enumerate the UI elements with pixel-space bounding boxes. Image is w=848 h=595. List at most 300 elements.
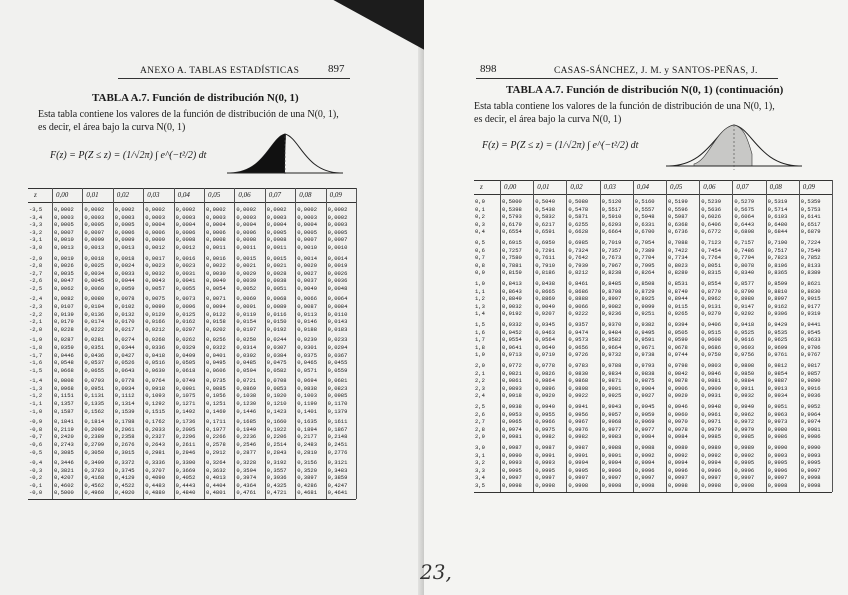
table-cell: 0,9980 [767,425,788,433]
table-cell: 0,9998 [568,482,589,489]
table-cell: 0,0017 [145,254,165,262]
table-cell: 0,9756 [734,351,755,359]
table-cell: 0,9998 [502,482,522,489]
z-value: 2,8 [475,425,485,433]
z-value: -2,4 [29,295,43,303]
table-cell: 0,0823 [327,384,348,392]
table-cell: 0,9719 [535,351,555,359]
table-cell: 0,1635 [297,418,317,426]
table-cell: 0,0154 [236,318,257,326]
table-cell: 0,8599 [767,280,788,287]
table-cell: 0,7823 [767,254,788,262]
table-cell: 0,0004 [175,221,196,229]
table-cell: 0,9994 [568,459,589,467]
table-cell: 0,4168 [84,474,105,482]
table-cell: 0,9319 [800,310,821,318]
table-cell: 0,4522 [114,481,135,489]
table-cell: 0,8508 [634,280,655,287]
table-cell: 0,1762 [145,418,165,426]
table-cell: 0,0008 [206,236,226,244]
table-cell: 0,9969 [634,418,655,426]
table-cell: 0,9964 [800,410,821,418]
table-cell: 0,2148 [327,433,348,441]
table-cell: 0,0024 [114,262,135,270]
table-cell: 0,3669 [175,466,196,474]
table-cell: 0,8665 [535,287,555,295]
table-cell: 0,1131 [84,392,105,400]
table-cell: 0,0004 [236,221,257,229]
table-cell: 0,9997 [767,474,788,482]
table-cell: 0,7967 [601,261,622,269]
table-cell: 0,1210 [266,400,287,407]
table-cell: 0,0681 [327,377,348,385]
table-cell: 0,0262 [175,336,196,344]
table-cell: 0,9998 [668,482,688,489]
table-cell: 0,0375 [297,351,317,359]
table-cell: 0,4052 [175,474,196,482]
table-cell: 0,0002 [206,206,226,213]
z-value: 2,0 [475,362,485,369]
handwritten-note: 23, [420,560,452,584]
table-cell: 0,1075 [175,392,196,400]
z-value: 1,1 [475,287,485,295]
z-value: -1,5 [29,366,43,374]
table-cell: 0,9394 [668,321,688,328]
table-cell: 0,0125 [175,310,196,318]
table-cell: 0,0003 [145,213,165,221]
table-cell: 0,9306 [767,310,788,318]
table-cell: 0,9990 [502,451,522,459]
table-cell: 0,0026 [327,269,348,277]
table-cell: 0,2709 [84,440,105,448]
table-cell: 0,3228 [236,459,257,467]
table-cell: 0,0188 [297,325,317,333]
table-cell: 0,9998 [634,482,655,489]
table-cell: 0,9066 [568,302,589,310]
table-cell: 0,6628 [568,228,589,236]
table-cell: 0,1003 [297,392,317,400]
table-cell: 0,9916 [800,384,821,392]
table-cell: 0,9726 [568,351,589,359]
table-cell: 0,9991 [601,451,622,459]
table-cell: 0,3336 [145,459,165,467]
table-cell: 0,2843 [266,448,287,456]
z-value: 1,7 [475,336,485,344]
z-value: 0,4 [475,228,485,236]
table-cell: 0,0793 [84,377,105,385]
table-cell: 0,6700 [634,228,655,236]
table-cell: 0,3372 [114,459,135,467]
table-cell: 0,9732 [601,351,622,359]
column-divider [566,180,567,492]
table-cell: 0,5714 [767,205,788,213]
table-cell: 0,7357 [601,246,622,254]
table-cell: 0,0250 [236,336,257,344]
column-header: 0,05 [208,191,221,199]
column-divider [832,180,833,492]
z-value: -0,5 [29,448,43,456]
table-cell: 0,0166 [145,318,165,326]
table-cell: 0,7939 [568,261,589,269]
normal-table-right [474,180,836,555]
table-title: TABLA A.7. Función de distribución N(0, 1) (continuación) [506,84,784,96]
table-cell: 0,9925 [601,392,622,400]
table-cell: 0,9817 [800,362,821,369]
table-cell: 0,9932 [734,392,755,400]
table-cell: 0,9279 [701,310,721,318]
table-cell: 0,9996 [767,466,788,474]
table-cell: 0,9995 [767,459,788,467]
table-cell: 0,9929 [668,392,688,400]
table-cell: 0,0179 [54,318,74,326]
table-cell: 0,0002 [84,206,105,213]
table-cell: 0,9082 [601,302,622,310]
table-cell: 0,9982 [535,433,555,441]
table-cell: 0,9738 [634,351,655,359]
table-cell: 0,6026 [701,213,721,221]
table-cell: 0,0019 [54,254,74,262]
table-cell: 0,0392 [236,351,257,359]
table-cell: 0,9222 [568,310,589,318]
table-cell: 0,1736 [175,418,196,426]
table-cell: 0,5557 [634,205,655,213]
normal-table-left [28,188,358,560]
column-divider [766,180,767,492]
table-cell: 0,2578 [206,440,226,448]
z-value: 1,4 [475,310,485,318]
table-cell: 0,5987 [668,213,688,221]
table-cell: 0,9890 [800,377,821,385]
table-cell: 0,0011 [206,243,226,251]
table-cell: 0,0003 [54,213,74,221]
table-cell: 0,8830 [800,287,821,295]
table-cell: 0,8980 [734,295,755,303]
table-cell: 0,0043 [145,277,165,285]
table-cell: 0,8023 [668,261,688,269]
table-cell: 0,0475 [266,359,287,367]
table-cell: 0,2546 [236,440,257,448]
table-cell: 0,0495 [206,359,226,367]
table-cell: 0,9761 [767,351,788,359]
table-cell: 0,9998 [701,482,721,489]
table-cell: 0,6664 [601,228,622,236]
table-cell: 0,0116 [266,310,287,318]
table-cell: 0,4443 [175,481,196,489]
table-cell: 0,9265 [668,310,688,318]
table-cell: 0,0197 [236,325,257,333]
table-cell: 0,1314 [114,400,135,407]
z-value: -3,1 [29,236,43,244]
table-cell: 0,5319 [767,198,788,205]
table-top-rule [474,180,832,181]
column-header: 0,02 [116,191,130,199]
z-value: -1,9 [29,336,43,344]
table-cell: 0,9463 [535,328,555,336]
table-cell: 0,0918 [145,384,165,392]
table-cell: 0,4960 [84,489,105,497]
table-cell: 0,5080 [568,198,589,205]
intro-line-1: Esta tabla contiene los valores de la función de distribución de una N(0, 1), [474,101,775,112]
z-value: -2,2 [29,310,43,318]
table-cell: 0,9946 [668,403,688,410]
column-header: z [34,191,37,199]
table-cell: 0,0020 [297,262,317,270]
table-cell: 0,0052 [236,284,257,292]
table-cell: 0,0110 [327,310,348,318]
table-cell: 0,0409 [175,351,196,359]
table-cell: 0,9772 [502,362,522,369]
table-cell: 0,0010 [54,236,74,244]
z-value: 0,9 [475,269,485,277]
z-value: 2,9 [475,433,485,441]
z-value: 1,6 [475,328,485,336]
table-cell: 0,8770 [701,287,721,295]
table-cell: 0,0668 [54,366,74,374]
table-cell: 0,1038 [236,392,257,400]
table-cell: 0,9973 [767,418,788,426]
z-value: -3,0 [29,243,43,251]
table-cell: 0,2389 [84,433,105,441]
z-value: -2,6 [29,277,43,285]
table-cell: 0,0031 [175,269,196,277]
table-cell: 0,3446 [54,459,74,467]
table-cell: 0,0027 [297,269,317,277]
table-cell: 0,9452 [502,328,522,336]
table-cell: 0,9162 [767,302,788,310]
table-cell: 0,4364 [236,481,257,489]
table-cell: 0,8133 [800,261,821,269]
table-cell: 0,9972 [734,418,755,426]
table-cell: 0,7324 [568,246,589,254]
table-cell: 0,9974 [800,418,821,426]
table-cell: 0,1685 [236,418,257,426]
column-header: 0,07 [736,183,749,191]
table-cell: 0,2643 [145,440,165,448]
table-cell: 0,0005 [297,228,317,236]
table-cell: 0,6480 [767,220,788,228]
table-cell: 0,9993 [800,451,821,459]
intro-line-2: es decir, el área bajo la curva N(0, 1) [38,122,186,133]
table-cell: 0,6554 [502,228,522,236]
table-cell: 0,8078 [734,261,755,269]
table-cell: 0,6293 [601,220,622,228]
table-cell: 0,9535 [767,328,788,336]
table-cell: 0,9931 [701,392,721,400]
table-cell: 0,9525 [734,328,755,336]
table-cell: 0,9990 [767,444,788,451]
table-cell: 0,0071 [206,295,226,303]
table-cell: 0,5910 [601,213,622,221]
table-cell: 0,0015 [236,254,257,262]
table-cell: 0,8186 [535,269,555,277]
table-cell: 0,3707 [145,466,165,474]
table-cell: 0,0367 [327,351,348,359]
column-header: 0,01 [86,191,99,199]
table-cell: 0,2420 [54,433,74,441]
table-cell: 0,6915 [502,239,522,246]
table-cell: 0,0119 [236,310,257,318]
table-cell: 0,9495 [634,328,655,336]
column-header: 0,07 [268,191,282,199]
table-cell: 0,8643 [502,287,522,295]
column-divider [732,180,733,492]
intro-line-1: Esta tabla contiene los valores de la función de distribución de una N(0, 1), [38,109,339,120]
table-cell: 0,9993 [502,459,522,467]
table-cell: 0,1251 [206,400,226,407]
table-cell: 0,8289 [668,269,688,277]
table-cell: 0,6406 [701,220,721,228]
table-cell: 0,9992 [701,451,721,459]
table-cell: 0,4681 [297,489,317,497]
table-cell: 0,0274 [114,336,135,344]
table-cell: 0,9871 [601,377,622,385]
table-cell: 0,4247 [327,481,348,489]
table-cell: 0,0055 [175,284,196,292]
table-cell: 0,5636 [701,205,721,213]
table-cell: 0,0026 [54,262,74,270]
table-cell: 0,0217 [114,325,135,333]
column-divider [600,180,601,492]
table-cell: 0,9985 [701,433,721,441]
table-cell: 0,6443 [734,220,755,228]
table-cell: 0,9744 [668,351,688,359]
table-cell: 0,9998 [601,482,622,489]
table-cell: 0,1867 [327,425,348,433]
table-cell: 0,9987 [568,444,589,451]
table-cell: 0,5675 [734,205,755,213]
table-cell: 0,8729 [634,287,655,295]
table-cell: 0,1660 [266,418,287,426]
table-cell: 0,0002 [236,206,257,213]
table-cell: 0,8438 [535,280,555,287]
table-cell: 0,0047 [54,277,74,285]
table-cell: 0,1170 [327,400,348,407]
column-header: 0,08 [299,191,312,199]
table-cell: 0,2119 [54,425,74,433]
table-cell: 0,0084 [327,303,348,310]
table-cell: 0,9941 [568,403,589,410]
table-cell: 0,0099 [145,303,165,310]
table-cell: 0,9418 [734,321,755,328]
z-value: 0,2 [475,213,485,221]
z-value: 0,7 [475,254,485,262]
table-cell: 0,9901 [601,384,622,392]
z-value: 3,3 [475,466,485,474]
table-cell: 0,1562 [84,407,105,415]
table-cell: 0,6064 [734,213,755,221]
table-cell: 0,0505 [175,359,196,367]
table-cell: 0,0064 [327,295,348,303]
table-cell: 0,4129 [114,474,135,482]
table-cell: 0,5871 [568,213,589,221]
table-cell: 0,9671 [634,343,655,351]
table-cell: 0,9961 [701,410,721,418]
table-cell: 0,5199 [668,198,688,205]
column-divider [113,188,114,499]
table-cell: 0,5000 [54,489,74,497]
table-cell: 0,9641 [502,343,522,351]
table-cell: 0,9943 [601,403,622,410]
table-cell: 0,5438 [535,205,555,213]
table-cell: 0,0007 [84,228,105,236]
table-cell: 0,9989 [734,444,755,451]
table-cell: 0,5948 [634,213,655,221]
table-cell: 0,9995 [568,466,589,474]
table-cell: 0,9582 [601,336,622,344]
table-cell: 0,9793 [634,362,655,369]
table-cell: 0,0102 [114,303,135,310]
table-cell: 0,9911 [734,384,755,392]
table-cell: 0,9962 [734,410,755,418]
table-cell: 0,0014 [327,254,348,262]
table-cell: 0,8686 [568,287,589,295]
table-cell: 0,9868 [568,377,589,385]
z-value: 0,3 [475,220,485,228]
table-cell: 0,9995 [502,466,522,474]
table-cell: 0,9842 [668,369,688,377]
table-cell: 0,2514 [266,440,287,448]
table-cell: 0,3085 [54,448,74,456]
table-cell: 0,9996 [701,466,721,474]
table-cell: 0,8925 [634,295,655,303]
table-cell: 0,0049 [297,284,317,292]
table-cell: 0,2451 [327,440,348,448]
table-cell: 0,9959 [634,410,655,418]
table-cell: 0,0721 [236,377,257,385]
table-cell: 0,0021 [266,262,287,270]
table-cell: 0,9545 [800,328,821,336]
table-cell: 0,1492 [175,407,196,415]
table-cell: 0,0018 [114,254,135,262]
table-cell: 0,6255 [568,220,589,228]
table-cell: 0,0008 [236,236,257,244]
table-cell: 0,9981 [800,425,821,433]
z-value: 2,5 [475,403,485,410]
table-cell: 0,0838 [297,384,317,392]
table-cell: 0,2236 [236,433,257,441]
table-cell: 0,3974 [236,474,257,482]
table-cell: 0,0132 [114,310,135,318]
table-cell: 0,7190 [767,239,788,246]
table-cell: 0,0537 [84,359,105,367]
table-cell: 0,1401 [297,407,317,415]
table-cell: 0,0025 [84,262,105,270]
table-cell: 0,2676 [114,440,135,448]
table-cell: 0,0004 [145,221,165,229]
table-cell: 0,4721 [266,489,287,497]
table-cell: 0,0301 [297,343,317,351]
table-cell: 0,0003 [236,213,257,221]
table-cell: 0,9987 [502,444,522,451]
table-cell: 0,0465 [297,359,317,367]
table-cell: 0,1020 [266,392,287,400]
table-cell: 0,9554 [502,336,522,344]
table-cell: 0,6736 [668,228,688,236]
z-value: -3,3 [29,221,43,229]
table-cell: 0,0002 [175,206,196,213]
table-cell: 0,8810 [767,287,788,295]
column-header: 0,00 [504,183,517,191]
table-cell: 0,9803 [701,362,721,369]
z-value: 3,2 [475,459,485,467]
table-cell: 0,9949 [734,403,755,410]
z-value: 2,7 [475,418,485,426]
table-cell: 0,0655 [84,366,105,374]
table-cell: 0,3897 [297,474,317,482]
column-divider [52,188,53,499]
table-cell: 0,9783 [568,362,589,369]
table-cell: 0,9846 [701,369,721,377]
